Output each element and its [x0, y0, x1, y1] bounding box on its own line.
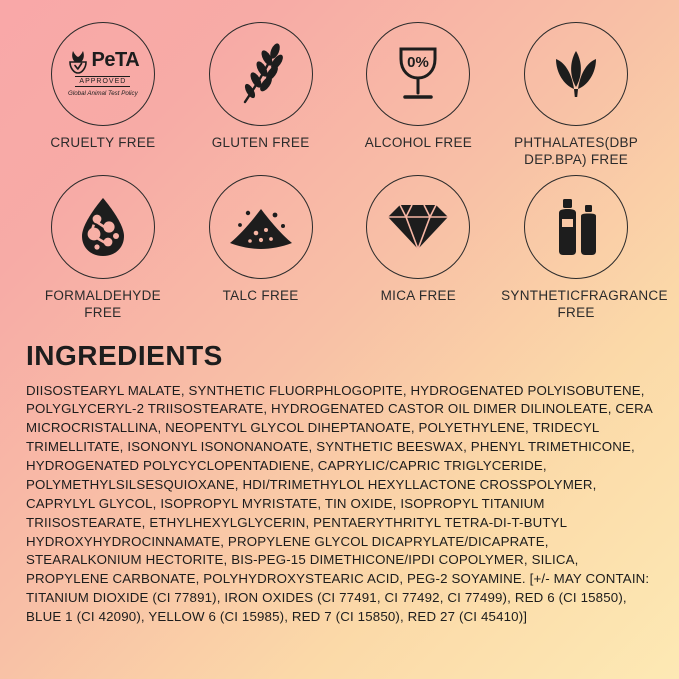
powder-pile-icon [226, 199, 296, 255]
water-drop-molecule-icon [72, 194, 134, 260]
ingredients-heading: INGREDIENTS [26, 339, 223, 371]
peta-approved-text: APPROVED [75, 76, 130, 87]
badge-circle [524, 175, 628, 279]
badge-mica-free [342, 175, 496, 322]
badge-label: GLUTEN FREE [211, 135, 310, 150]
badge-formaldehyde-free [26, 175, 180, 322]
badge-phthalates-free [499, 22, 653, 169]
badge-label: MICA FREE [380, 287, 457, 303]
badge-synthetic-fragrance-free [499, 175, 668, 322]
peta-bunny-icon [67, 48, 140, 97]
badge-label: ALCOHOL FREE [364, 135, 473, 150]
badge-circle [51, 22, 155, 126]
badge-label: TALC FREE [222, 287, 299, 303]
diamond-icon [382, 199, 454, 255]
badge-label: FORMALDEHYDE FREE [44, 287, 161, 320]
badge-talc-free [184, 175, 338, 322]
badge-circle [51, 175, 155, 279]
badge-circle [209, 22, 313, 126]
zero-percent-text: 0% [407, 54, 430, 71]
badge-label: PHTHALATES(DBP DEP.BPA) FREE [514, 135, 639, 167]
badge-circle [366, 22, 470, 126]
badge-label: SYNTHETICFRAGRANCE FREE [501, 287, 668, 320]
badge-circle [366, 175, 470, 279]
peta-policy-text: Global Animal Test Policy [68, 89, 138, 97]
wine-glass-zero-icon [390, 43, 446, 105]
badge-cruelty-free [26, 22, 180, 169]
badge-circle [524, 22, 628, 126]
badge-circle [209, 175, 313, 279]
badge-alcohol-free [342, 22, 496, 169]
bottles-icon [547, 195, 605, 259]
leaves-icon [544, 45, 608, 103]
ingredients-text: DIISOSTEARYL MALATE, SYNTHETIC FLUORPHLOGOPITE, HYDROGENATED POLYISOBUTENE, POLYGLYCERYL-2 TRIISOSTEARATE, HYDROGENATED CASTOR OIL DIMER DILINOLEATE, CERA MICROCRISTALLINA, NEOPENTYL GLYCOL DIHEPTANOATE, POLYETHYLENE, TRIDECYL TRIMELLITATE, ISONONYL ISONONANOATE, SYNTHETIC BEESWAX, PHENYL TRIMETHICONE, HYDROGENATED POLYCYCLOPENTADIENE, CAPRYLIC/CAPRIC TRIGLYCERIDE, POLYMETHYLSILSESQUIOXANE, HDI/TRIMETHYLOL HEXYLLACTONE CROSSPOLYMER, CAPRYLYL GLYCOL, ISOPROPYL MYRISTATE, TIN OXIDE, ISOPROPYL TITANIUM TRIISOSTEARATE, ETHYLHEXYLGLYCERIN, PENTAERYTHRITYL TETRA-DI-T-BUTYL HYDROXYHYDROCINNAMATE, PROPYLENE GLYCOL DICAPRYLATE/DICAPRATE, STEARALKONIUM HECTORITE, BIS-PEG-15 DIMETHICONE/IPDI COPOLYMER, SILICA, PROPYLENE CARBONATE, POLYHYDROXYSTEARIC ACID, PEG-2 SOYAMINE. [+/- MAY CONTAIN: TITANIUM DIOXIDE (CI 77891), IRON OXIDES (CI 77491, CI 77492, CI 77499), RED 6 (CI 15850), BLUE 1 (CI 42090), YELLOW 6 (CI 15985), RED 7 (CI 15850), RED 27 (CI 45410)] [26, 382, 653, 624]
claims-badge-grid [26, 22, 668, 322]
wheat-stalk-icon [231, 42, 291, 106]
badge-label: CRUELTY FREE [50, 135, 156, 150]
peta-wordmark: PeTA [91, 49, 140, 71]
badge-gluten-free [184, 22, 338, 169]
